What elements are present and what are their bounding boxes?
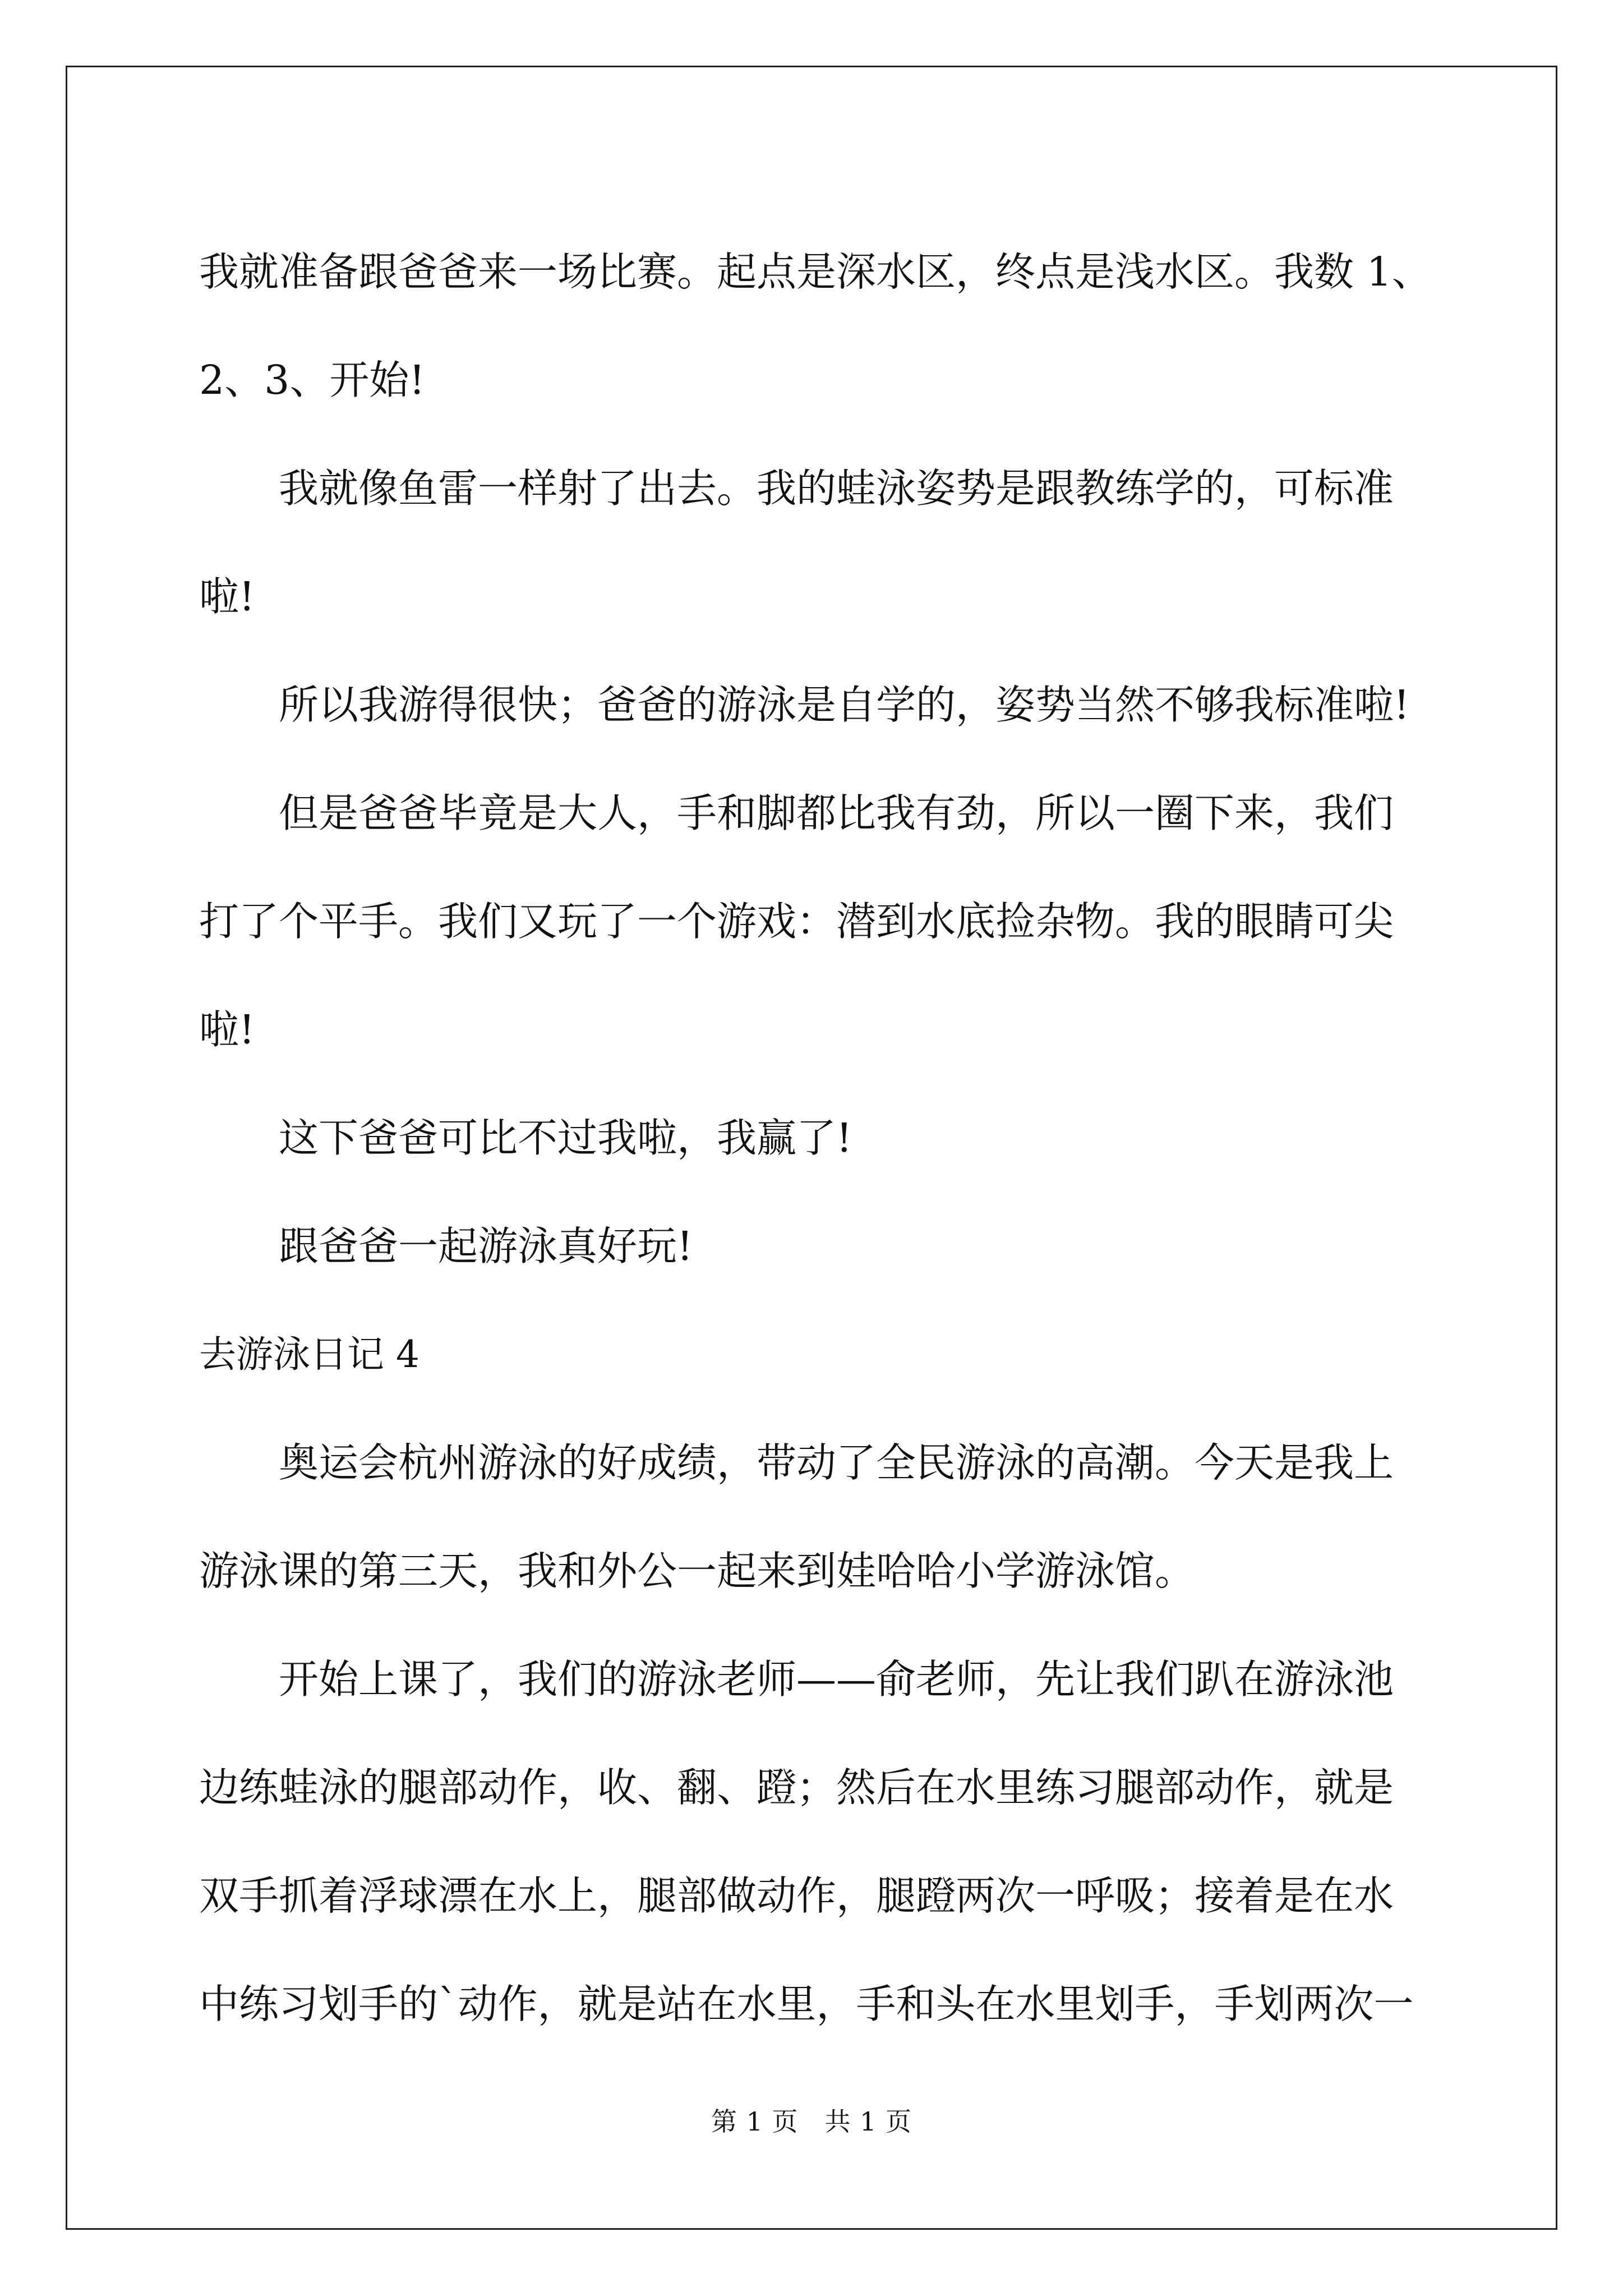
page-footer: 第 1 页 共 1 页 — [711, 2106, 912, 2137]
paragraph: 奥运会杭州游泳的好成绩，带动了全民游泳的高潮。今天是我上游泳课的第三天，我和外公一起来到娃哈哈小学游泳馆。 — [199, 1439, 1394, 1594]
paragraph: 这下爸爸可比不过我啦，我赢了! — [279, 1115, 852, 1161]
section-heading: 去游泳日记 4 — [199, 1333, 419, 1376]
paragraph: 所以我游得很快；爸爸的游泳是自学的，姿势当然不够我标准啦! — [279, 682, 1410, 728]
paragraph: 开始上课了，我们的游泳老师——俞老师，先让我们趴在游泳池边练蛙泳的腿部动作，收、翻、蹬；然后在水里练习腿部动作，就是双手抓着浮球漂在水上，腿部做动作，腿蹬两次一呼吸；接着是在水中练习划手的`动作，就是站在水里，手和头在水里划手，手划两次一 — [199, 1656, 1414, 2027]
document-body — [199, 218, 1433, 2058]
paragraph: 我就像鱼雷一样射了出去。我的蛙泳姿势是跟教练学的，可标准啦! — [199, 465, 1394, 620]
paragraph: 但是爸爸毕竟是大人，手和脚都比我有劲，所以一圈下来，我们打了个平手。我们又玩了一个游戏：潜到水底捡杂物。我的眼睛可尖啦! — [199, 790, 1394, 1053]
paragraph: 跟爸爸一起游泳真好玩! — [279, 1223, 693, 1269]
paragraph: 我就准备跟爸爸来一场比赛。起点是深水区，终点是浅水区。我数 1、2、3、开始! — [199, 249, 1432, 403]
